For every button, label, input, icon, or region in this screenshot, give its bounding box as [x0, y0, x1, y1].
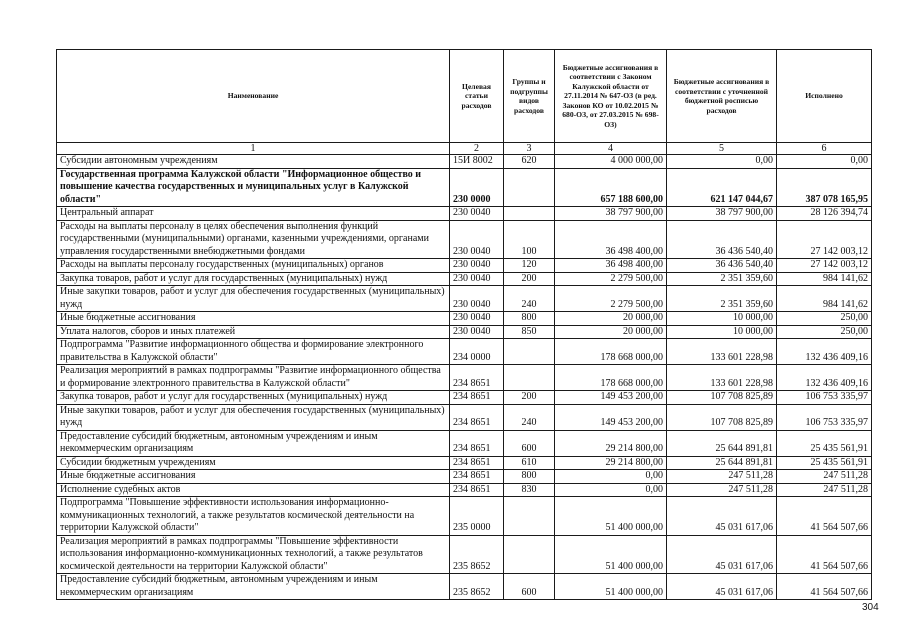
cell-target-code: 234 8651: [450, 456, 504, 470]
cell-expense-group: 200: [504, 391, 555, 405]
column-number: 1: [57, 143, 450, 155]
cell-target-code: 230 0040: [450, 220, 504, 259]
cell-revised: 247 511,28: [667, 483, 777, 497]
cell-name: Центральный аппарат: [57, 207, 450, 221]
cell-revised: 36 436 540,40: [667, 220, 777, 259]
cell-approved: 178 668 000,00: [555, 365, 667, 391]
cell-expense-group: 600: [504, 430, 555, 456]
cell-target-code: 234 8651: [450, 391, 504, 405]
cell-expense-group: 240: [504, 286, 555, 312]
cell-revised: 2 351 359,60: [667, 286, 777, 312]
budget-execution-table: [56, 49, 872, 600]
cell-revised: 0,00: [667, 155, 777, 169]
cell-target-code: 235 0000: [450, 497, 504, 536]
cell-revised: 107 708 825,89: [667, 404, 777, 430]
table-row: [57, 168, 872, 207]
table-row: [57, 470, 872, 484]
cell-target-code: 235 8652: [450, 535, 504, 574]
cell-executed: 387 078 165,95: [777, 168, 872, 207]
header-name: Наименование: [57, 50, 450, 143]
cell-target-code: 230 0040: [450, 286, 504, 312]
cell-name: Иные закупки товаров, работ и услуг для обеспечения государственных (муниципальных) нужд: [57, 404, 450, 430]
cell-revised: 45 031 617,06: [667, 574, 777, 600]
cell-approved: 178 668 000,00: [555, 339, 667, 365]
cell-target-code: 234 0000: [450, 339, 504, 365]
cell-revised: 45 031 617,06: [667, 535, 777, 574]
cell-name: Государственная программа Калужской области "Информационное общество и повышение качества государственных и муниципальных услуг в Калужской области": [57, 168, 450, 207]
cell-target-code: 235 8652: [450, 574, 504, 600]
table-row: [57, 155, 872, 169]
cell-target-code: 234 8651: [450, 365, 504, 391]
cell-name: Иные закупки товаров, работ и услуг для обеспечения государственных (муниципальных) нужд: [57, 286, 450, 312]
cell-approved: 36 498 400,00: [555, 259, 667, 273]
cell-approved: 20 000,00: [555, 312, 667, 326]
cell-target-code: 234 8651: [450, 483, 504, 497]
table-row: [57, 259, 872, 273]
table-body: [57, 155, 872, 600]
cell-target-code: 234 8651: [450, 470, 504, 484]
cell-name: Закупка товаров, работ и услуг для государственных (муниципальных) нужд: [57, 391, 450, 405]
cell-name: Уплата налогов, сборов и иных платежей: [57, 325, 450, 339]
table-row: [57, 497, 872, 536]
table-row: [57, 365, 872, 391]
cell-revised: 25 644 891,81: [667, 430, 777, 456]
cell-executed: 28 126 394,74: [777, 207, 872, 221]
cell-name: Субсидии бюджетным учреждениям: [57, 456, 450, 470]
cell-revised: 133 601 228,98: [667, 365, 777, 391]
table-row: [57, 272, 872, 286]
cell-executed: 984 141,62: [777, 272, 872, 286]
cell-approved: 4 000 000,00: [555, 155, 667, 169]
cell-executed: 247 511,28: [777, 483, 872, 497]
cell-expense-group: [504, 207, 555, 221]
cell-approved: 29 214 800,00: [555, 430, 667, 456]
cell-revised: 621 147 044,67: [667, 168, 777, 207]
cell-name: Закупка товаров, работ и услуг для государственных (муниципальных) нужд: [57, 272, 450, 286]
cell-approved: 51 400 000,00: [555, 497, 667, 536]
cell-expense-group: [504, 535, 555, 574]
column-number: 5: [667, 143, 777, 155]
cell-target-code: 230 0040: [450, 325, 504, 339]
cell-name: Реализация мероприятий в рамках подпрограммы "Развитие информационного общества и формирование электронного правительства в Калужской области": [57, 365, 450, 391]
cell-expense-group: 850: [504, 325, 555, 339]
cell-expense-group: [504, 168, 555, 207]
cell-approved: 29 214 800,00: [555, 456, 667, 470]
header-revised-allocations: Бюджетные ассигнования в соответствии с уточненной бюджетной росписью расходов: [667, 50, 777, 143]
cell-name: Подпрограмма "Развитие информационного общества и формирование электронного правительства в Калужской области": [57, 339, 450, 365]
cell-target-code: 230 0000: [450, 168, 504, 207]
cell-expense-group: 100: [504, 220, 555, 259]
cell-expense-group: [504, 365, 555, 391]
cell-name: Предоставление субсидий бюджетным, автономным учреждениям и иным некоммерческим организациям: [57, 430, 450, 456]
column-number: 3: [504, 143, 555, 155]
column-number: 2: [450, 143, 504, 155]
cell-revised: 247 511,28: [667, 470, 777, 484]
cell-name: Реализация мероприятий в рамках подпрограммы "Повышение эффективности использования информационно-коммуникационных технологий, а также результатов космической деятельности на территории Калужской области": [57, 535, 450, 574]
cell-name: Иные бюджетные ассигнования: [57, 312, 450, 326]
cell-expense-group: 830: [504, 483, 555, 497]
cell-target-code: 230 0040: [450, 312, 504, 326]
cell-expense-group: 800: [504, 470, 555, 484]
cell-executed: 25 435 561,91: [777, 456, 872, 470]
cell-approved: 20 000,00: [555, 325, 667, 339]
header-executed: Исполнено: [777, 50, 872, 143]
cell-approved: 0,00: [555, 483, 667, 497]
table-row: [57, 430, 872, 456]
table-row: [57, 220, 872, 259]
cell-approved: 38 797 900,00: [555, 207, 667, 221]
cell-target-code: 230 0040: [450, 272, 504, 286]
table-row: [57, 312, 872, 326]
column-number: 4: [555, 143, 667, 155]
cell-executed: 27 142 003,12: [777, 259, 872, 273]
cell-name: Расходы на выплаты персоналу в целях обеспечения выполнения функций государственными (муниципальными) органами, казенными учреждениями, органами управления государственными внебюджетными фондами: [57, 220, 450, 259]
cell-executed: 132 436 409,16: [777, 339, 872, 365]
cell-name: Субсидии автономным учреждениям: [57, 155, 450, 169]
table-row: [57, 535, 872, 574]
cell-executed: 41 564 507,66: [777, 574, 872, 600]
cell-executed: 25 435 561,91: [777, 430, 872, 456]
table-row: [57, 325, 872, 339]
cell-expense-group: 600: [504, 574, 555, 600]
cell-expense-group: [504, 339, 555, 365]
cell-executed: 106 753 335,97: [777, 391, 872, 405]
table-header-row: [57, 50, 872, 143]
cell-name: Исполнение судебных актов: [57, 483, 450, 497]
cell-target-code: 234 8651: [450, 430, 504, 456]
cell-revised: 2 351 359,60: [667, 272, 777, 286]
cell-revised: 10 000,00: [667, 325, 777, 339]
column-number: 6: [777, 143, 872, 155]
cell-expense-group: 240: [504, 404, 555, 430]
cell-approved: 657 188 600,00: [555, 168, 667, 207]
cell-expense-group: 610: [504, 456, 555, 470]
cell-name: Предоставление субсидий бюджетным, автономным учреждениям и иным некоммерческим организациям: [57, 574, 450, 600]
cell-revised: 133 601 228,98: [667, 339, 777, 365]
table-row: [57, 574, 872, 600]
cell-expense-group: 200: [504, 272, 555, 286]
cell-name: Иные бюджетные ассигнования: [57, 470, 450, 484]
cell-executed: 984 141,62: [777, 286, 872, 312]
cell-revised: 10 000,00: [667, 312, 777, 326]
cell-approved: 2 279 500,00: [555, 272, 667, 286]
table-row: [57, 391, 872, 405]
cell-approved: 51 400 000,00: [555, 574, 667, 600]
cell-expense-group: [504, 497, 555, 536]
table-row: [57, 404, 872, 430]
cell-expense-group: 120: [504, 259, 555, 273]
cell-executed: 41 564 507,66: [777, 535, 872, 574]
cell-expense-group: 800: [504, 312, 555, 326]
cell-executed: 247 511,28: [777, 470, 872, 484]
page-number: 304: [862, 602, 879, 613]
cell-executed: 41 564 507,66: [777, 497, 872, 536]
cell-revised: 38 797 900,00: [667, 207, 777, 221]
table-row: [57, 207, 872, 221]
table-row: [57, 286, 872, 312]
cell-name: Расходы на выплаты персоналу государственных (муниципальных) органов: [57, 259, 450, 273]
header-target-article: Целевая статьи расходов: [450, 50, 504, 143]
cell-approved: 36 498 400,00: [555, 220, 667, 259]
table-row: [57, 339, 872, 365]
column-number-row: [57, 143, 872, 155]
cell-approved: 149 453 200,00: [555, 391, 667, 405]
cell-executed: 27 142 003,12: [777, 220, 872, 259]
table-row: [57, 483, 872, 497]
cell-revised: 36 436 540,40: [667, 259, 777, 273]
header-approved-allocations: Бюджетные ассигнования в соответствии с Законом Калужской области от 27.11.2014 № 647-ОЗ (в ред. Законов КО от 10.02.2015 № 680-ОЗ, от 27.03.2015 № 698-ОЗ): [555, 50, 667, 143]
cell-approved: 2 279 500,00: [555, 286, 667, 312]
cell-expense-group: 620: [504, 155, 555, 169]
cell-executed: 250,00: [777, 325, 872, 339]
cell-name: Подпрограмма "Повышение эффективности использования информационно-коммуникационных технологий, а также результатов космической деятельности на территории Калужской области": [57, 497, 450, 536]
cell-target-code: 230 0040: [450, 259, 504, 273]
cell-revised: 25 644 891,81: [667, 456, 777, 470]
cell-target-code: 15И 8002: [450, 155, 504, 169]
cell-revised: 107 708 825,89: [667, 391, 777, 405]
cell-executed: 106 753 335,97: [777, 404, 872, 430]
cell-executed: 250,00: [777, 312, 872, 326]
cell-approved: 0,00: [555, 470, 667, 484]
cell-target-code: 230 0040: [450, 207, 504, 221]
cell-approved: 51 400 000,00: [555, 535, 667, 574]
cell-executed: 0,00: [777, 155, 872, 169]
cell-revised: 45 031 617,06: [667, 497, 777, 536]
cell-approved: 149 453 200,00: [555, 404, 667, 430]
cell-target-code: 234 8651: [450, 404, 504, 430]
cell-executed: 132 436 409,16: [777, 365, 872, 391]
header-expense-groups: Группы и подгруппы видов расходов: [504, 50, 555, 143]
table-row: [57, 456, 872, 470]
